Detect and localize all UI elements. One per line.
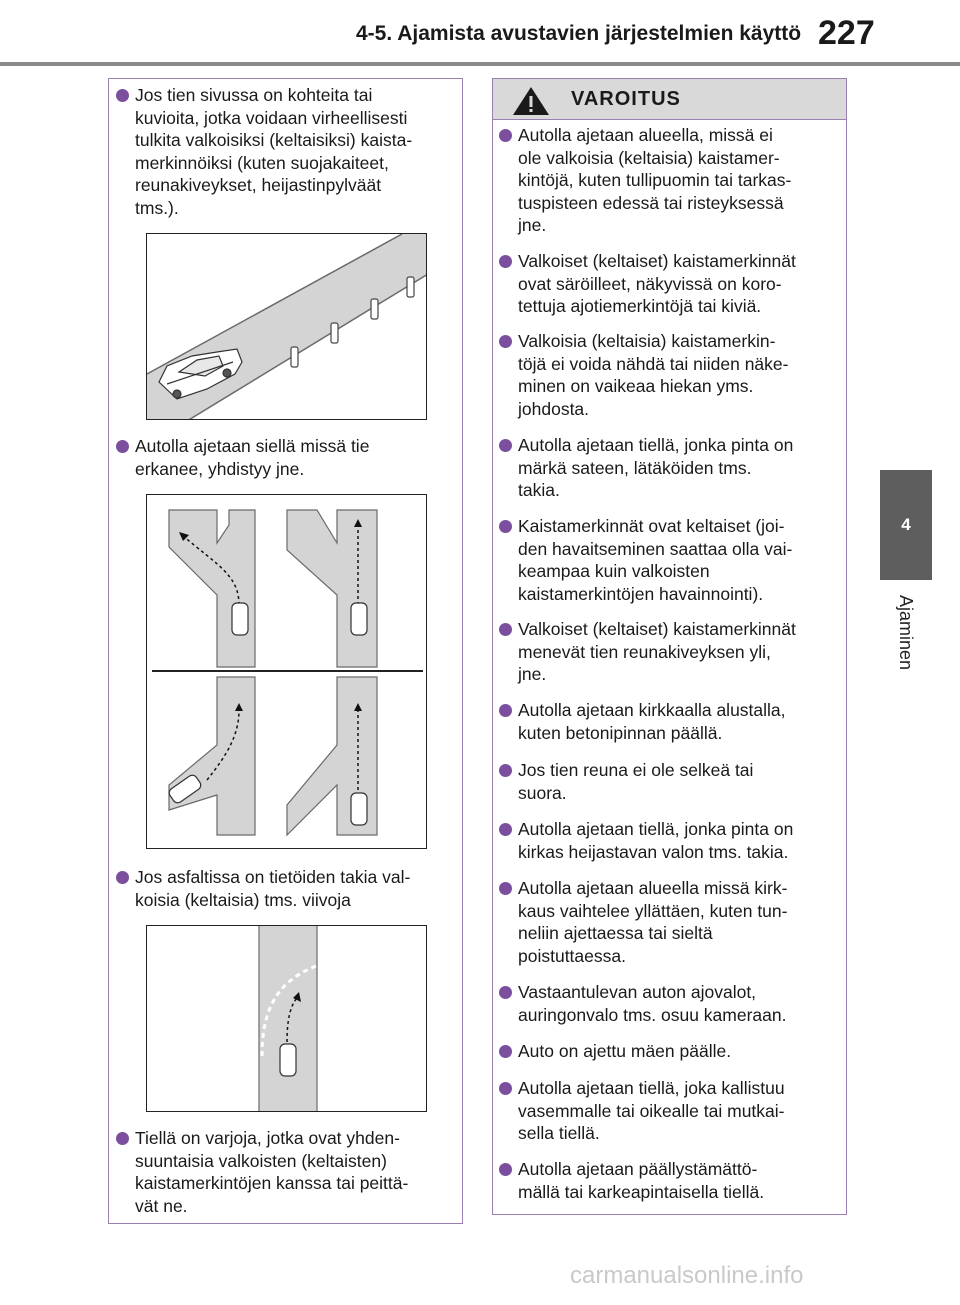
list-item-text: Jos tien sivussa on kohteita tai kuvioita, jotka voidaan virheellisesti tulkita valkoisiksi (keltaisiksi) kaista- merkinnöiksi (kuten suojakaiteet, reunakiveykset, heijastinpylväät tms.). (135, 85, 413, 218)
chapter-label (880, 582, 932, 682)
bullet-dot (499, 129, 512, 142)
warning-item-text: Valkoiset (keltaiset) kaistamerkinnät menevät tien reunakiveyksen yli, jne. (518, 619, 796, 684)
bullet-dot (499, 1045, 512, 1058)
figure-road-junctions (146, 494, 427, 849)
chapter-label-text: Ajaminen (896, 594, 917, 670)
header-divider (0, 62, 960, 66)
warning-item (518, 1040, 838, 1063)
warning-item (518, 818, 838, 863)
chapter-number: 4 (901, 515, 911, 534)
warning-item-text: Autolla ajetaan kirkkaalla alustalla, kuten betonipinnan päällä. (518, 700, 786, 743)
watermark-url: carmanualsonline.info (570, 1262, 804, 1289)
bullet-dot (499, 704, 512, 717)
warning-item (518, 124, 838, 237)
warning-item (518, 618, 838, 686)
warning-item-text: Autolla ajetaan tiellä, jonka pinta on märkä sateen, lätäköiden tms. takia. (518, 435, 794, 500)
bullet-dot (499, 823, 512, 836)
warning-item-text: Vastaantulevan auton ajovalot, auringonvalo tms. osuu kameraan. (518, 982, 787, 1025)
bullet-dot (499, 1163, 512, 1176)
bullet-dot (116, 440, 129, 453)
list-item-text: Tiellä on varjoja, jotka ovat yhden- suuntaisia valkoisten (keltaisten) kaistamerkintöjen kanssa tai peittä- vät ne. (135, 1128, 409, 1216)
warning-item-text: Valkoiset (keltaiset) kaistamerkinnät ovat säröilleet, näkyvissä on koro- tettuja ajotiemerkintöjä tai kiviä. (518, 251, 796, 316)
warning-item (518, 699, 838, 744)
bullet-dot (116, 89, 129, 102)
warning-item (518, 330, 838, 420)
warning-item-text: Auto on ajettu mäen päälle. (518, 1041, 732, 1061)
bullet-dot (499, 520, 512, 533)
warning-item (518, 1077, 838, 1145)
warning-item (518, 434, 838, 502)
figure-road-posts (146, 233, 427, 420)
bullet-dot (499, 335, 512, 348)
bullet-dot (499, 255, 512, 268)
bullet-dot (499, 439, 512, 452)
warning-title: VAROITUS (571, 88, 681, 110)
warning-item (518, 1158, 838, 1203)
warning-item (518, 759, 838, 804)
road-posts-illustration (147, 234, 427, 420)
list-item-text: Autolla ajetaan siellä missä tie erkanee, yhdistyy jne. (135, 436, 370, 479)
warning-triangle-icon (511, 85, 551, 117)
warning-item-text: Autolla ajetaan päällystämättö- mällä tai karkeapintaisella tiellä. (518, 1159, 765, 1202)
car-icon (280, 1044, 296, 1076)
page-number: 227 (818, 14, 875, 52)
list-item (135, 866, 455, 911)
bullet-dot (499, 623, 512, 636)
bullet-dot (499, 764, 512, 777)
warning-item-text: Autolla ajetaan tiellä, jonka pinta on kirkas heijastavan valon tms. takia. (518, 819, 794, 862)
warning-item (518, 250, 838, 318)
warning-item-text: Valkoisia (keltaisia) kaistamerkin- töjä ei voida nähdä tai niiden näke- minen on vaikeaa hiekan yms. johdosta. (518, 331, 789, 419)
warning-item (518, 515, 838, 605)
warning-item-text: Autolla ajetaan tiellä, joka kallistuu vasemmalle tai oikealle tai mutkai- sella tiellä. (518, 1078, 785, 1143)
warning-item (518, 877, 838, 967)
bullet-dot (499, 1082, 512, 1095)
bullet-dot (499, 882, 512, 895)
list-item (135, 435, 455, 480)
bullet-dot (116, 1132, 129, 1145)
list-item-text: Jos asfaltissa on tietöiden takia val- koisia (keltaisia) tms. viivoja (135, 867, 411, 910)
figure-road-markings (146, 925, 427, 1112)
warning-item-text: Autolla ajetaan alueella, missä ei ole valkoisia (keltaisia) kaistamer- kintöjä, kuten tullipuomin tai tarkas- tuspisteen edessä tai risteyksessä jne. (518, 125, 792, 235)
bullet-dot (116, 871, 129, 884)
warning-item (518, 981, 838, 1026)
list-item (135, 1127, 455, 1217)
warning-header (493, 79, 846, 120)
warning-item-text: Autolla ajetaan alueella missä kirk- kaus vaihtelee yllättäen, kuten tun- neliin ajettaessa tai sieltä poistuttaessa. (518, 878, 788, 966)
warning-item-text: Kaistamerkinnät ovat keltaiset (joi- den havaitseminen saattaa olla vai- keampaa kuin valkoisten kaistamerkintöjen havainnointi). (518, 516, 793, 604)
bullet-dot (499, 986, 512, 999)
road-markings-illustration (147, 926, 427, 1112)
road-junctions-illustration (147, 495, 427, 849)
section-title: 4-5. Ajamista avustavien järjestelmien käyttö (356, 22, 802, 45)
list-item (135, 84, 455, 219)
warning-item-text: Jos tien reuna ei ole selkeä tai suora. (518, 760, 754, 803)
